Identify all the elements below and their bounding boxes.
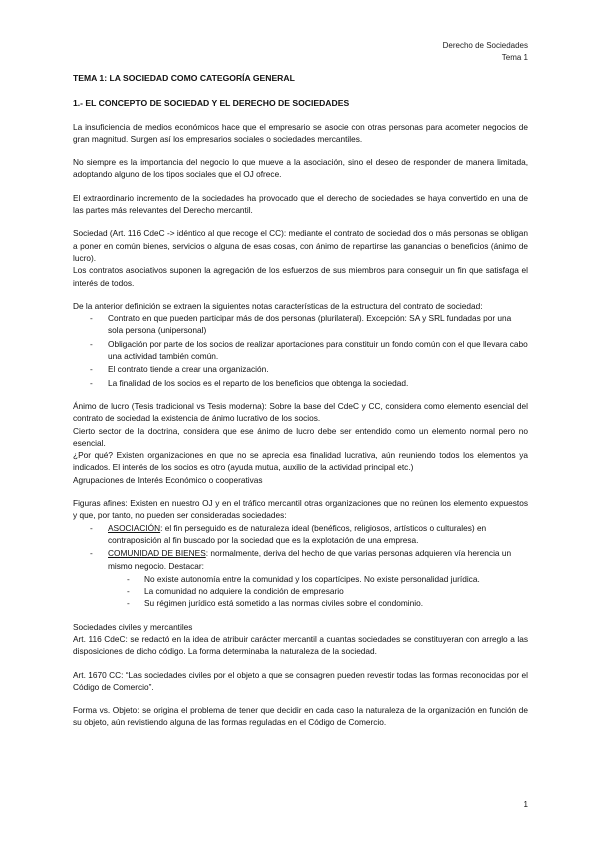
list-item: - Obligación por parte de los socios de realizar aportaciones para constituir un fondo común con el que llevara cabo una actividad también común. [73, 338, 528, 363]
list-item-asociacion [73, 522, 528, 547]
sublist-item: - Su régimen jurídico está sometido a las normas civiles sobre el condominio. [73, 597, 528, 609]
figuras-list [73, 522, 528, 572]
sublist-item: - La comunidad no adquiere la condición de empresario [73, 585, 528, 597]
document-body [73, 72, 528, 740]
list-item-comunidad-bienes [73, 547, 528, 572]
page-number: 1 [523, 800, 528, 809]
term-comunidad-bienes: COMUNIDAD DE BIENES [108, 548, 206, 559]
paragraph-figuras-afines: Figuras afines: Existen en nuestro OJ y en el tráfico mercantil otras organizaciones que no reúnen los elemento expuestos y que, por tanto, no pueden ser consideradas sociedades: [73, 498, 528, 521]
page-header [443, 40, 528, 63]
paragraph-contratos-asociativos: Los contratos asociativos suponen la agregación de los esfuerzos de sus miembros para conseguir un fin que satisfaga el interés de todos. [73, 265, 528, 288]
header-course: Derecho de Sociedades [442, 41, 528, 50]
paragraph-sociedades-civiles-title: Sociedades civiles y mercantiles [73, 621, 193, 632]
list-item: - La finalidad de los socios es el reparto de los beneficios que obtenga la sociedad. [73, 377, 528, 389]
definition-asociacion: : el fin perseguido es de naturaleza ideal (benéficos, religiosos, artísticos o culturales) en contraposición al fin buscado por la sociedad que es la explotación de una empresa. [108, 522, 487, 545]
list-item: - Contrato en que pueden participar más de dos personas (plurilateral). Excepción: SA y SRL fundadas por una sola persona (unipersonal) [73, 312, 528, 337]
paragraph-art-1670: Art. 1670 CC: “Las sociedades civiles por el objeto a que se consagren pueden revestir todas las formas reconocidas por el Código de Comercio”. [73, 669, 528, 692]
paragraph-forma-objeto: Forma vs. Objeto: se origina el problema de tener que decidir en cada caso la naturaleza de la organización en función de su objeto, aún revistiendo alguna de las formas reguladas en el Código de Comercio. [73, 705, 528, 728]
term-asociacion: ASOCIACIÓN [108, 522, 161, 533]
list-item: - El contrato tiende a crear una organización. [73, 363, 528, 375]
paragraph-agrupaciones: Agrupaciones de Interés Económico o cooperativas [73, 474, 263, 485]
paragraph-3: El extraordinario incremento de la sociedades ha provocado que el derecho de sociedades se haya convertido en una de las partes más relevantes del Derecho mercantil. [73, 192, 528, 216]
paragraph-2: No siempre es la importancia del negocio lo que mueve a la asociación, sino el deseo de responder de manera limitada, adoptando alguno de los tipos sociales que el OJ ofrece. [73, 157, 528, 180]
paragraph-por-que: ¿Por qué? Existen organizaciones en que no se aprecia esa finalidad lucrativa, aún reuniendo todos los elementos ya indicados. El interés de los socios es otro (ayuda mutua, auxilio de la actividad principal etc.) [73, 450, 528, 473]
paragraph-doctrina: Cierto sector de la doctrina, considera que ese ánimo de lucro debe ser entendido como un elemento normal pero no esencial. [73, 425, 528, 448]
paragraph-sociedad-definition: Sociedad (Art. 116 CdeC -> idéntico al que recoge el CC): mediante el contrato de sociedad dos o más personas se obligan a poner en común bienes, servicios o alguna de esas cosas, con ánimo de repartirse las ganancias o beneficios (ánimo de lucro). [73, 228, 528, 263]
header-topic: Tema 1 [501, 52, 528, 62]
comunidad-sublist [73, 573, 528, 610]
paragraph-1: La insuficiencia de medios económicos hace que el empresario se asocie con otras personas para acometer negocios de gran magnitud. Surgen así los empresarios sociales o sociedades mercantiles. [73, 121, 528, 144]
section-heading: 1.- EL CONCEPTO DE SOCIEDAD Y EL DERECHO DE SOCIEDADES [73, 98, 350, 109]
paragraph-notas-intro: De la anterior definición se extraen la siguientes notas características de la estructura del contrato de sociedad: [73, 300, 483, 311]
chapter-title: TEMA 1: LA SOCIEDAD COMO CATEGORÍA GENERAL [73, 73, 295, 83]
characteristics-list [73, 312, 528, 389]
paragraph-art-116: Art. 116 CdeC: se redactó en la idea de atribuir carácter mercantil a cuantas sociedades se constituyeran con arreglo a las disposiciones de dicho código. La forma determinaba la naturaleza de la sociedad. [73, 633, 528, 657]
paragraph-animo-lucro: Ánimo de lucro (Tesis tradicional vs Tesis moderna): Sobre la base del CdeC y CC, considera como elemento esencial del contrato de sociedad la existencia de ánimo lucrativo de los socios. [73, 400, 528, 424]
sublist-item: - No existe autonomía entre la comunidad y los copartícipes. No existe personalidad jurídica. [73, 573, 528, 585]
definition-comunidad-bienes: : normalmente, deriva del hecho de que varias personas adquieren vía herencia un mismo negocio. Destacar: [108, 548, 512, 571]
